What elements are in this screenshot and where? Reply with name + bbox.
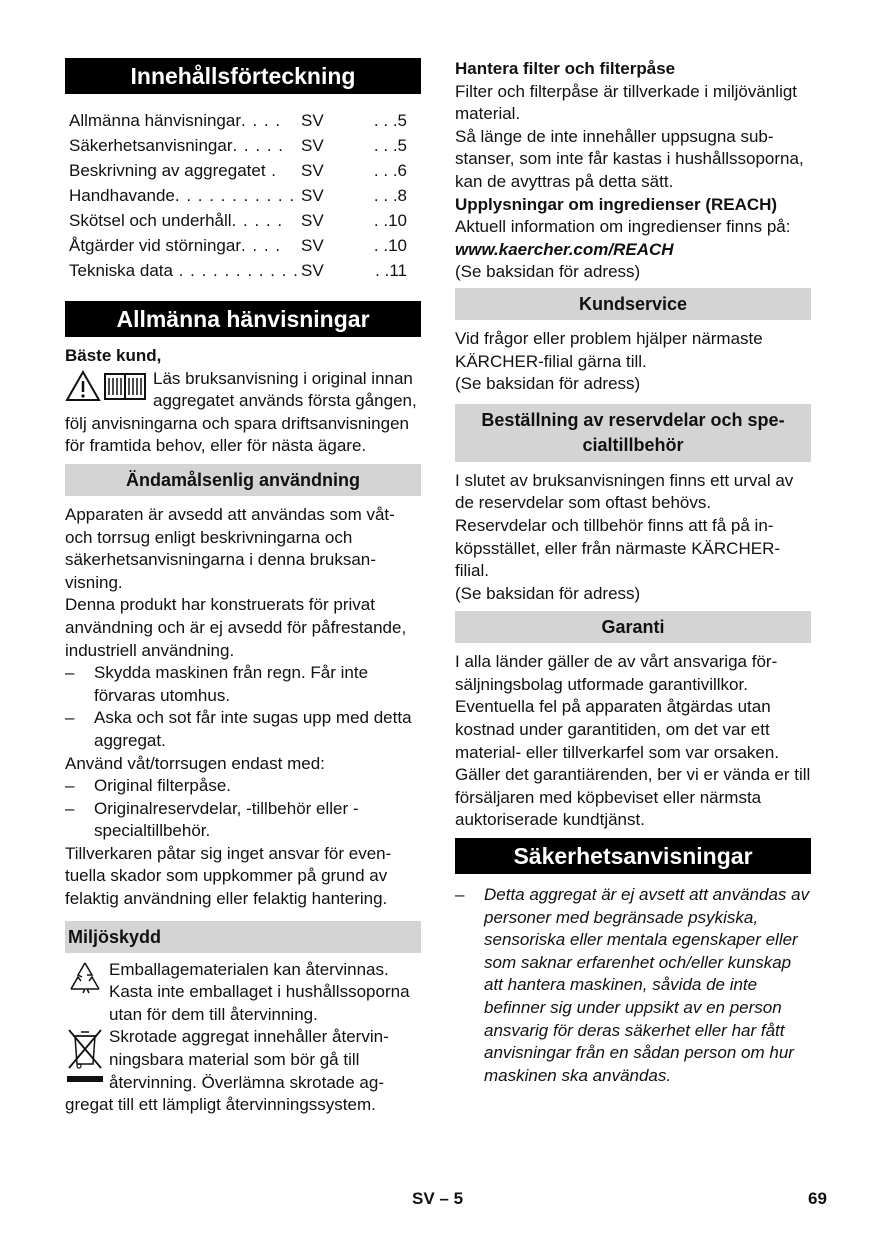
toc-lang: SV	[301, 211, 324, 230]
filter-heading: Hantera filter och filterpåse	[455, 59, 676, 78]
toc-page: . . .8	[373, 186, 407, 205]
general-intro-text: Läs bruksanvisning i original innan aggregatet används första gången, följ anvisningarna och spara driftsanvisningen för framtida behov, eller för nästa ägare.	[65, 368, 417, 456]
environment-weee-block	[65, 1026, 421, 1116]
intended-use-p3: Använd våt/torrsugen endast med:	[65, 753, 325, 773]
toc-page: . . .5	[373, 111, 407, 130]
toc-row[interactable]	[69, 233, 421, 258]
toc-row[interactable]	[69, 208, 421, 233]
toc-title: Säkerhetsanvisningar. . . . .	[69, 136, 284, 155]
toc-row[interactable]	[69, 183, 421, 208]
toc-page: . .10	[373, 211, 407, 230]
recycle-icon	[65, 959, 105, 1006]
left-column	[65, 58, 421, 1117]
service-heading: Kundservice	[455, 288, 811, 320]
toc-page: . .11	[375, 261, 407, 280]
environment-p1: Emballagematerialen kan återvinnas. Kasta inte emballaget i hushållssoporna utan för dem till återvinning.	[109, 959, 410, 1024]
safety-bullet: Detta aggregat är ej avsett att användas av personer med begränsade psykiska, sensoriska eller mentala egenskaper eller som saknar erfarenhet och/eller kunskap att hantera maskinen, såvida de inte befinner sig under uppsikt av en person ansvarig för deras säkerhet eller har fått anvisningar från en sådan person om hur maskinen ska användas.	[484, 885, 810, 1085]
toc-row[interactable]	[69, 108, 421, 133]
toc-page: . . .6	[373, 161, 407, 180]
toc-page: . .10	[373, 236, 407, 255]
toc-title: Handhavande. . . . . . . . . . .	[69, 186, 296, 205]
footer-lang-page: SV – 5	[412, 1189, 464, 1208]
general-intro-block	[65, 368, 421, 458]
general-heading: Allmänna hänvisningar	[65, 301, 421, 337]
parts-p2: Reservdelar och tillbehör finns att få på inköpsstället, eller från närmaste KÄRCHER-filial.	[455, 515, 781, 581]
toc-title: Allmänna hänvisningar. . . .	[69, 111, 282, 130]
page-number: 69	[808, 1189, 827, 1208]
intended-use-p2: Denna produkt har konstruerats för privat användning och är ej avsedd för påfrestande, industriell användning.	[65, 595, 407, 660]
toc-title: Tekniska data . . . . . . . . . . .	[69, 261, 299, 280]
safety-heading: Säkerhetsanvisningar	[455, 838, 811, 874]
toc-heading: Innehållsförteckning	[65, 58, 421, 94]
environment-recycle-block	[65, 959, 421, 1027]
warning-manual-icon	[65, 368, 149, 409]
reach-heading: Upplysningar om ingredienser (REACH)	[455, 194, 778, 214]
environment-p2: Skrotade aggregat innehåller återvinningsbara material som bör gå till återvinning. Överlämna skrotade aggregat till ett lämpligt återvinningssystem.	[65, 1027, 389, 1115]
toc-page: . . .5	[373, 136, 407, 155]
list-item: – Aska och sot får inte sugas upp med detta aggregat.	[65, 708, 412, 750]
toc-row[interactable]	[69, 258, 421, 283]
parts-p1: I slutet av bruksanvisningen finns ett urval av de reservdelar som oftast behövs.	[455, 470, 794, 513]
toc-row[interactable]	[69, 158, 421, 183]
toc-lang: SV	[301, 111, 324, 130]
intended-use-heading: Ändamålsenlig användning	[65, 464, 421, 496]
filter-p1: Filter och filterpåse är tillverkade i miljövänligt material.	[455, 81, 798, 124]
toc-lang: SV	[301, 136, 324, 155]
parts-heading: Beställning av reservdelar och specialtillbehör	[455, 404, 811, 462]
reach-text: Aktuell information om ingredienser finns på:	[455, 217, 791, 237]
toc-title: Skötsel och underhåll. . . . .	[69, 211, 284, 230]
parts-note: (Se baksidan för adress)	[455, 583, 641, 603]
reach-url-link[interactable]: www.kaercher.com/REACH	[455, 239, 674, 259]
list-item: – Original filterpåse.	[65, 776, 232, 796]
toc-title: Beskrivning av aggregatet .	[69, 161, 278, 180]
warranty-p1: I alla länder gäller de av vårt ansvariga försäljningsbolag utformade garantivillkor. Eventuella fel på apparaten åtgärdas utan kostnad under garantitiden, om det var ett material- eller tillverkarfel som var orsaken. Gäller det garantiärenden, ber vi er vända er till försäljaren med köpbeviset eller närmsta auktoriserade kundtjänst.	[455, 652, 811, 830]
list-item: – Skydda maskinen från regn. Får inte förvaras utomhus.	[65, 663, 369, 705]
list-item: – Detta aggregat är ej avsett att användas av personer med begränsade psykiska, sensoriska eller mentala egenskaper eller som saknar erfarenhet och/eller kunskap att hantera maskinen, såvida de inte befinner sig under uppsikt av en person ansvarig för deras säkerhet eller har fått anvisningar från en sådan person om hur maskinen ska användas.	[455, 884, 811, 1087]
toc-lang: SV	[301, 186, 324, 205]
reach-note: (Se baksidan för adress)	[455, 262, 641, 282]
greeting: Bäste kund,	[65, 346, 162, 365]
service-note: (Se baksidan för adress)	[455, 374, 641, 394]
list-item: – Originalreservdelar, -tillbehör eller -specialtillbehör.	[65, 798, 359, 841]
service-p1: Vid frågor eller problem hjälper närmaste KÄRCHER-filial gärna till.	[455, 328, 763, 371]
crossed-bin-icon	[65, 1026, 105, 1091]
toc-lang: SV	[301, 236, 324, 255]
toc-lang: SV	[301, 261, 324, 280]
table-of-contents	[69, 108, 421, 283]
intended-use-p4: Tillverkaren påtar sig inget ansvar för eventuella skador som uppkommer på grund av felaktig användning eller felaktig hantering.	[65, 843, 392, 909]
toc-title: Åtgärder vid störningar. . . .	[69, 236, 282, 255]
intended-use-p1: Apparaten är avsedd att användas som våt- och torrsug enligt beskrivningarna och säkerhetsanvisningarna i denna bruksanvisning.	[65, 504, 395, 592]
environment-heading: Miljöskydd	[65, 921, 421, 953]
toc-row[interactable]	[69, 133, 421, 158]
right-column	[455, 58, 811, 1087]
toc-lang: SV	[301, 161, 324, 180]
filter-p2: Så länge de inte innehåller uppsugna substanser, som inte får kastas i hushållssoporna, kan de avyttras på detta sätt.	[455, 126, 804, 191]
warranty-heading: Garanti	[455, 611, 811, 643]
